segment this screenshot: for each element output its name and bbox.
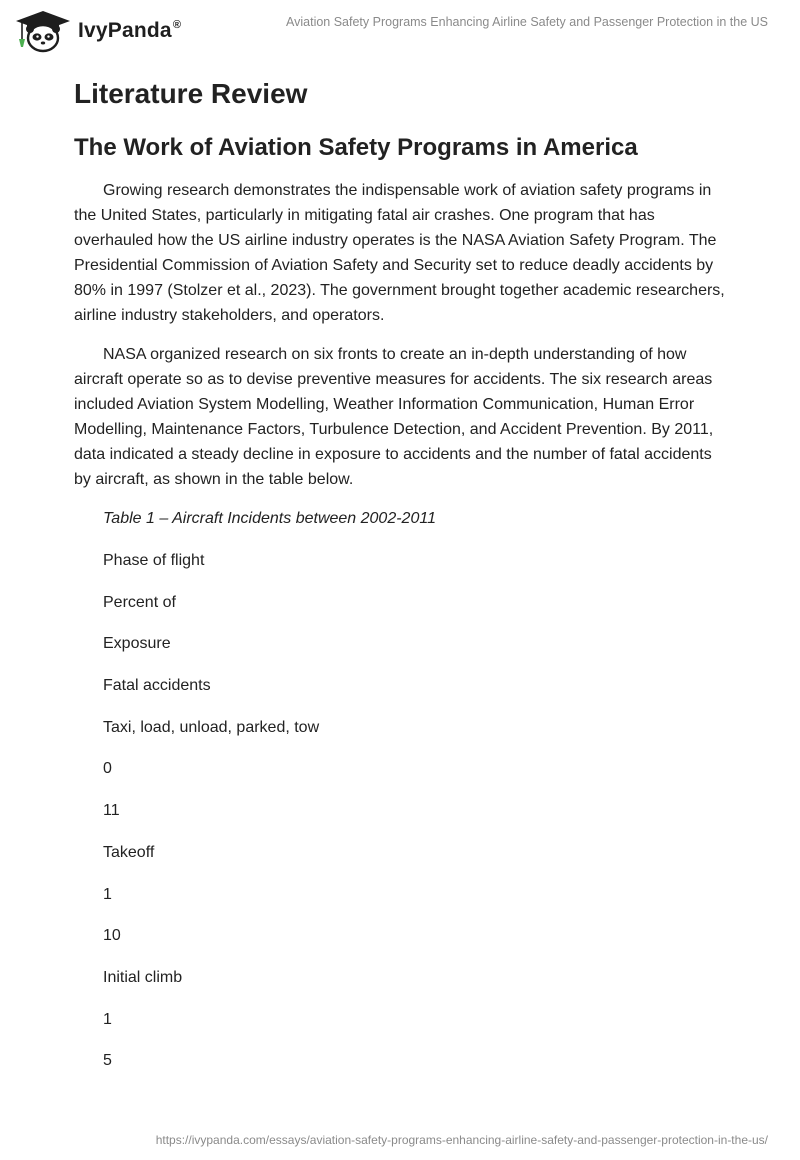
table-cell: 0 [103,760,112,778]
logo-wordmark [78,19,181,43]
table-cell: Takeoff [103,843,155,861]
source-url[interactable]: https://ivypanda.com/essays/aviation-safety-programs-enhancing-airline-safety-and-passenger-protection-in-the-us/ [155,1133,768,1147]
section-heading: Literature Review [74,78,308,109]
ivypanda-logo[interactable] [14,8,181,54]
page-header [0,0,800,64]
table-cell: Taxi, load, unload, parked, tow [103,718,320,736]
table-cell: 10 [103,927,121,945]
table-caption: Table 1 – Aircraft Incidents between 2002-2011 [103,510,436,527]
table-cell: Exposure [103,635,171,653]
logo-text: IvyPanda [78,19,172,42]
table-cell: 1 [103,1010,112,1028]
table-cell: 1 [103,885,112,903]
table-cell: 11 [103,802,120,820]
essay-content [74,72,726,1090]
registered-mark: ® [172,19,182,31]
paragraph-2: NASA organized research on six fronts to create an in-depth understanding of how aircraft operate so as to devise preventive measures for accidents. The six research areas included Aviation System Modelling, Weather Information Communication, Human Error Modelling, Maintenance Factors, Turbulence Detection, and Accident Prevention. By 2011, data indicated a steady decline in exposure to accidents and the number of fatal accidents by aircraft, as shown in the table below. [74,346,714,488]
table-cell: 5 [103,1052,112,1070]
panda-graduate-icon [14,9,72,53]
table-cell-list [74,548,726,1073]
paragraph-1: Growing research demonstrates the indispensable work of aviation safety programs in the United States, particularly in mitigating fatal air crashes. One program that has overhauled how the US airline industry operates is the NASA Aviation Safety Program. The Presidential Commission of Aviation Safety and Security set to reduce deadly accidents by 80% in 1997 (Stolzer et al., 2023). The government brought together academic researchers, airline industry stakeholders, and operators. [74,182,725,324]
table-cell: Phase of flight [103,552,205,569]
table-cell: Initial climb [103,968,183,986]
table-cell: Percent of [103,593,176,611]
document-title: Aviation Safety Programs Enhancing Airline Safety and Passenger Protection in the US [286,15,768,29]
table-cell: Fatal accidents [103,677,211,695]
subsection-heading: The Work of Aviation Safety Programs in America [74,134,638,161]
